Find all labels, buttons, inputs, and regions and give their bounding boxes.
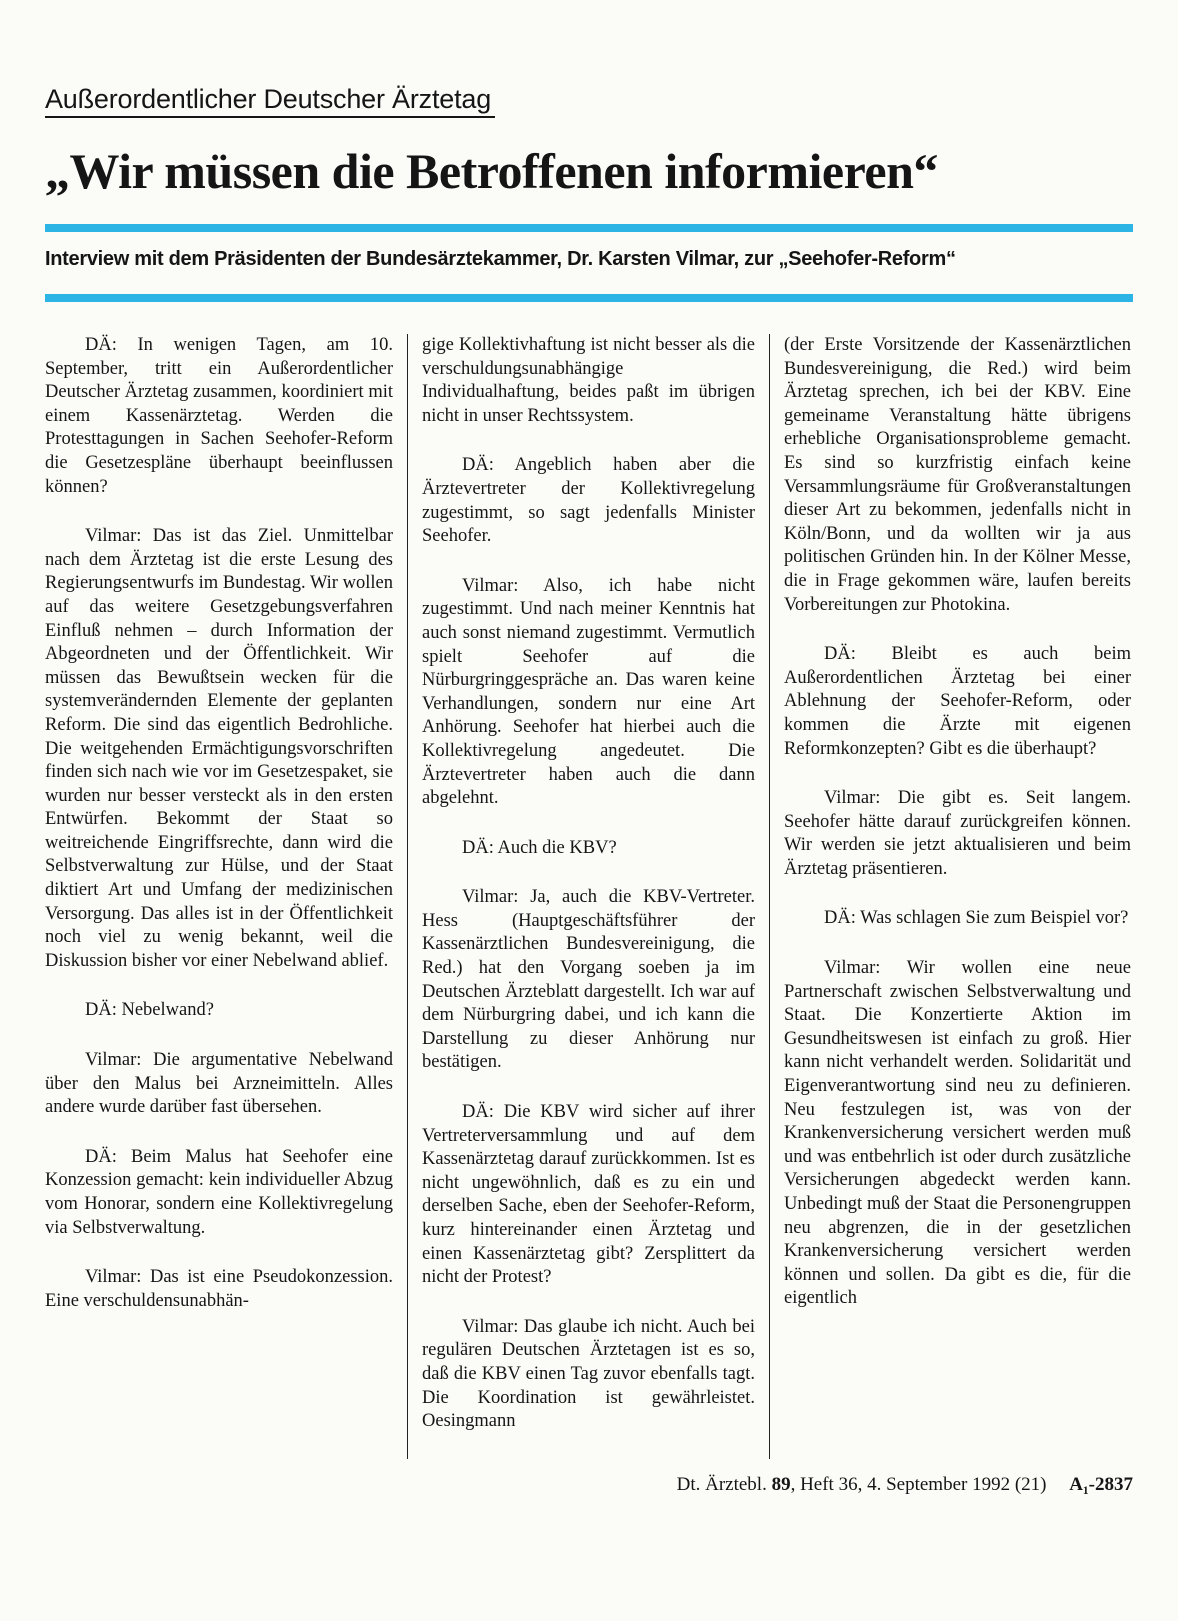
paragraph: Vilmar: Ja, auch die KBV-Vertreter. Hess (Hauptgeschäftsführer der Kassenärztlichen Bundesvereinigung, die Red.) hat den Vorgang soeben ja im Deutschen Ärzteblatt dargestellt. Ich war auf dem Nürburgring dabei, und ich kann die Darstellung zu dieser Anhörung nur bestätigen. <box>422 887 755 1073</box>
paragraph: DÄ: Auch die KBV? <box>462 837 617 858</box>
headline-rule <box>45 224 1133 232</box>
paragraph: Vilmar: Wir wollen eine neue Partnerschaft zwischen Selbstverwaltung und Staat. Die Konzertierte Aktion im Gesundheitswesen ist einfach zu groß. Hier kann nicht verhandelt werden. Solidarität und Eigenverantwortung sind neu zu definieren. Neu festzulegen ist, was von der Krankenversicherung versichert werden muß und was entbehrlich ist oder durch zusätzliche Versicherungen abgedeckt werden kann. Unbedingt muß der Staat die Personengruppen neu abgrenzen, die in der gesetzlichen Krankenversicherung versichert werden können und sollen. Da gibt es die, für die eigentlich <box>784 958 1131 1309</box>
rubric-kicker: Außerordentlicher Deutscher Ärztetag <box>45 82 495 118</box>
footer-issue: , Heft 36, 4. September 1992 (21) <box>790 1474 1047 1495</box>
article-subhead: Interview mit dem Präsidenten der Bundesärztekammer, Dr. Karsten Vilmar, zur „Seehofer-Reform“ <box>45 248 956 270</box>
paragraph: DÄ: Beim Malus hat Seehofer eine Konzession gemacht: kein individueller Abzug vom Honorar, sondern eine Kollektivregelung via Selbstverwaltung. <box>45 1146 393 1238</box>
page-number: A₁-2837 <box>1069 1474 1133 1495</box>
paragraph: DÄ: Bleibt es auch beim Außerordentlichen Ärztetag bei einer Ablehnung der Seehofer-Reform, oder kommen die Ärzte mit eigenen Reformkonzepten? Gibt es die überhaupt? <box>784 644 1131 759</box>
paragraph: Vilmar: Die argumentative Nebelwand über den Malus bei Arzneimitteln. Alles andere wurde darüber fast übersehen. <box>45 1050 393 1118</box>
text-column-2 <box>407 334 769 1459</box>
paragraph: Vilmar: Also, ich habe nicht zugestimmt. Und nach meiner Kenntnis hat auch sonst niemand zugestimmt. Vermutlich spielt Seehofer auf die Nürburgringgespräche an. Das waren keine Verhandlungen, sondern nur eine Art Anhörung. Seehofer hat hierbei auch die Kollektivregelung angedeutet. Die Ärztevertreter haben auch die dann abgelehnt. <box>422 575 755 809</box>
paragraph: Vilmar: Das ist das Ziel. Unmittelbar nach dem Ärztetag ist die erste Lesung des Regierungsentwurfs im Bundestag. Wir wollen auf das weitere Gesetzgebungsverfahren Einfluß nehmen – durch Information der Abgeordneten und der Öffentlichkeit. Wir müssen das Bewußtsein wecken für die systemverändernden Elemente der geplanten Reform. Die sind das eigentlich Bedrohliche. Die weitgehenden Ermächtigungsvorschriften finden sich nach wie vor im Gesetzespaket, sie wurden nur besser versteckt als in den ersten Entwürfen. Bekommt der Staat so weitreichende Eingriffsrechte, dann wird die Selbstverwaltung zur Hülse, und der Staat diktiert Art und Umfang der medizinischen Versorgung. Das alles ist in der Öffentlichkeit noch viel zu wenig bekannt, weil die Diskussion bisher vor einer Nebelwand ablief. <box>45 526 393 971</box>
paragraph: DÄ: Die KBV wird sicher auf ihrer Vertreterversammlung und auf dem Kassenärztetag darauf zurückkommen. Ist es nicht ungewöhnlich, daß es zu ein und derselben Sache, eben der Seehofer-Reform, kurz hintereinander einen Ärztetag und einen Kassenärztetag gibt? Zersplittert da nicht der Protest? <box>422 1102 755 1288</box>
paragraph: DÄ: In wenigen Tagen, am 10. September, tritt ein Außerordentlicher Deutscher Ärztetag zusammen, koordiniert mit einem Kassenärztetag. Werden die Protesttagungen in Sachen Seehofer-Reform die Gesetzespläne überhaupt beeinflussen können? <box>45 335 393 497</box>
paragraph: Vilmar: Die gibt es. Seit langem. Seehofer hätte darauf zurückgreifen können. Wir werden sie jetzt aktualisieren und beim Ärztetag präsentieren. <box>784 788 1131 879</box>
article-body <box>45 334 1133 1459</box>
footer-source: Dt. Ärztebl. <box>676 1474 767 1495</box>
article-headline: „Wir müssen die Betroffenen informieren“ <box>45 143 938 199</box>
text-column-3 <box>769 334 1131 1459</box>
footer-volume: 89 <box>771 1474 791 1495</box>
paragraph: Vilmar: Das ist eine Pseudokonzession. Eine verschuldensunabhän- <box>45 1267 393 1311</box>
paragraph: DÄ: Angeblich haben aber die Ärztevertreter der Kollektivregelung zugestimmt, so sagt jedenfalls Minister Seehofer. <box>422 455 755 547</box>
paragraph: DÄ: Was schlagen Sie zum Beispiel vor? <box>824 908 1129 929</box>
paragraph: gige Kollektivhaftung ist nicht besser als die verschuldungsunabhängige Individualhaftung, beides paßt im übrigen nicht in unser Rechtssystem. <box>422 335 755 426</box>
paragraph: DÄ: Nebelwand? <box>85 1000 214 1021</box>
page-footer <box>677 1472 1133 1498</box>
paragraph: (der Erste Vorsitzende der Kassenärztlichen Bundesvereinigung, die Red.) wird beim Ärztetag sprechen, ich bei der KBV. Eine gemeiname Veranstaltung hätte übrigens erhebliche Organisationsprobleme gemacht. Es sind so kurzfristig einfach keine Versammlungsräume für Großveranstaltungen dieser Art zu bekommen, jedenfalls nicht in Köln/Bonn, und da wollten wir ja aus politischen Gründen hin. In der Kölner Messe, die in Frage gekommen wäre, laufen bereits Vorbereitungen zur Photokina. <box>784 335 1131 615</box>
text-column-1 <box>45 334 407 1459</box>
paragraph: Vilmar: Das glaube ich nicht. Auch bei regulären Deutschen Ärztetagen ist es so, daß die KBV einen Tag zuvor ebenfalls tagt. Die Koordination ist gewährleistet. Oesingmann <box>422 1316 755 1432</box>
subhead-rule <box>45 294 1133 302</box>
